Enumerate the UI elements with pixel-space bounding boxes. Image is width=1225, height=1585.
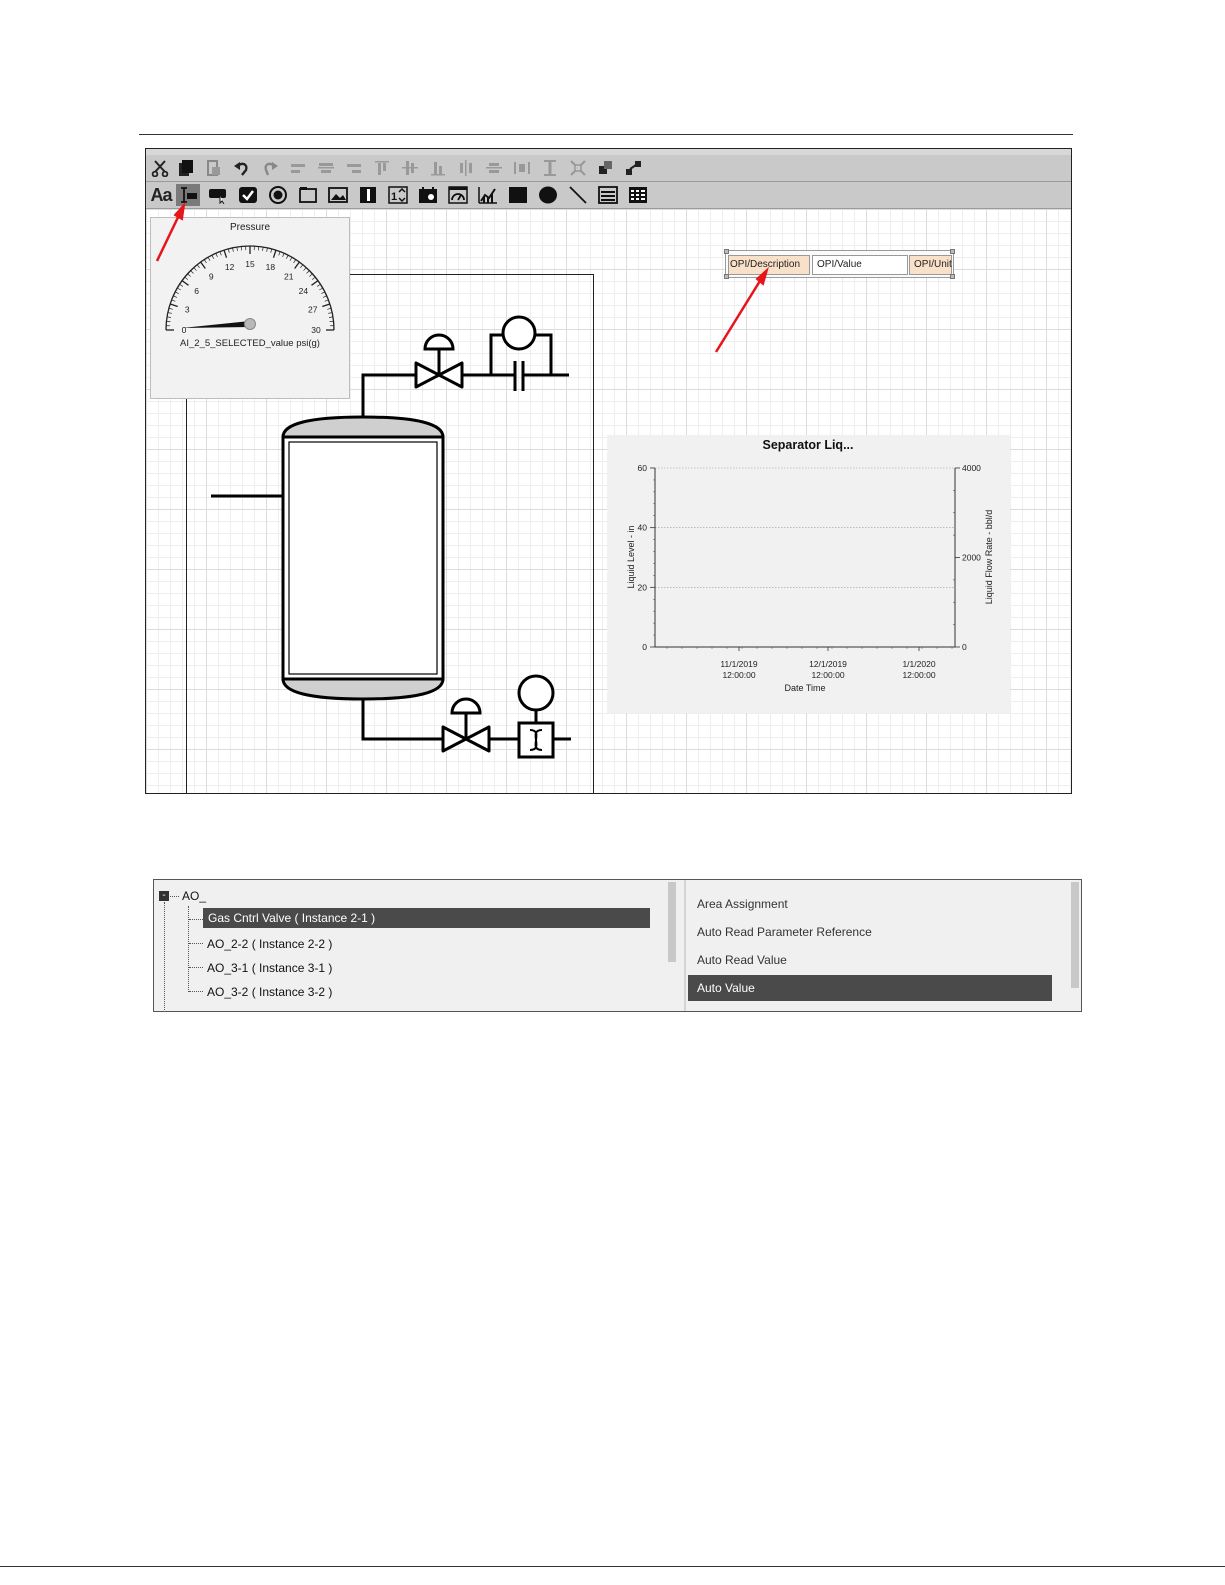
x-axis-tick-label: 1/1/2020 — [902, 659, 936, 669]
opi-value-field[interactable]: OPI/Value — [812, 255, 908, 275]
gauge-title: Pressure — [229, 222, 270, 233]
tree-connector — [189, 991, 203, 992]
y2-axis-tick-label: 2000 — [962, 552, 981, 563]
annotation-arrow — [716, 270, 767, 352]
annotation-arrow — [157, 205, 184, 261]
tree-item[interactable]: AO_3-2 ( Instance 3-2 ) — [207, 985, 333, 999]
gauge-tick-label: 18 — [265, 262, 276, 273]
collapse-toggle[interactable]: - — [159, 891, 169, 901]
x-axis-tick-label: 11/1/2019 — [720, 659, 758, 669]
tree-item[interactable]: Gas Cntrl Valve ( Instance 2-1 ) — [203, 908, 650, 928]
gauge-tick-label: 27 — [308, 304, 318, 315]
property-item[interactable]: Auto Read Parameter Reference — [697, 925, 872, 939]
x-axis-tick-label: 12:00:00 — [811, 670, 845, 680]
svg-text:1: 1 — [391, 191, 398, 203]
y-axis-tick-label: 40 — [637, 522, 647, 533]
x-axis-tick-label: 12:00:00 — [722, 670, 756, 680]
page-bottom-rule — [0, 1566, 1225, 1567]
gauge-tick-label: 9 — [208, 271, 214, 282]
instance-property-browser — [153, 879, 1082, 1012]
y2-axis-label: Liquid Flow Rate - bbl/d — [984, 509, 994, 605]
gauge-tick-label: 15 — [245, 259, 255, 269]
tree-connector — [189, 943, 203, 944]
gauge-caption: AI_2_5_SELECTED_value psi(g) — [180, 338, 320, 349]
tree-item[interactable]: AO_2-2 ( Instance 2-2 ) — [207, 937, 333, 951]
tree-connector — [189, 919, 203, 920]
x-axis-tick-label: 12:00:00 — [902, 670, 936, 680]
y2-axis-tick-label: 0 — [962, 642, 967, 652]
y-axis-tick-label: 20 — [637, 582, 647, 593]
property-item[interactable]: Auto Value — [688, 975, 1052, 1001]
property-item[interactable]: Area Assignment — [697, 897, 788, 911]
gauge-tick-label: 30 — [311, 325, 321, 335]
property-item[interactable]: Auto Read Value — [697, 953, 787, 967]
opi-unit-field[interactable]: OPI/Unit — [909, 255, 952, 275]
tree-connector — [170, 896, 179, 897]
tree-connector — [189, 967, 203, 968]
gauge-tick-label: 21 — [284, 271, 294, 282]
property-list — [684, 880, 1081, 1011]
x-axis-tick-label: 12/1/2019 — [809, 659, 847, 669]
tree-item[interactable]: AO_3-1 ( Instance 3-1 ) — [207, 961, 333, 975]
gauge-tick-label: 3 — [184, 304, 190, 315]
y-axis-label: Liquid Level - in — [626, 525, 636, 589]
tree-guide — [164, 902, 165, 1012]
tree-root[interactable]: AO_ — [182, 889, 207, 903]
y2-axis-tick-label: 4000 — [962, 463, 981, 473]
instance-tree — [154, 880, 682, 1011]
gauge-tick-label: 12 — [224, 262, 235, 273]
y-axis-tick-label: 0 — [642, 642, 647, 652]
text-icon[interactable]: Aa — [150, 184, 172, 205]
chart-title: Separator Liq... — [762, 438, 854, 452]
x-axis-label: Date Time — [784, 683, 826, 693]
y-axis-tick-label: 60 — [637, 463, 647, 473]
gauge-tick-label: 6 — [194, 286, 199, 297]
gauge-tick-label: 24 — [298, 286, 309, 297]
gauge-tick-label: 0 — [181, 325, 187, 335]
property-scrollbar[interactable] — [1071, 882, 1079, 988]
opi-description-field[interactable]: OPI/Description — [728, 255, 810, 275]
tree-scrollbar[interactable] — [668, 882, 676, 962]
